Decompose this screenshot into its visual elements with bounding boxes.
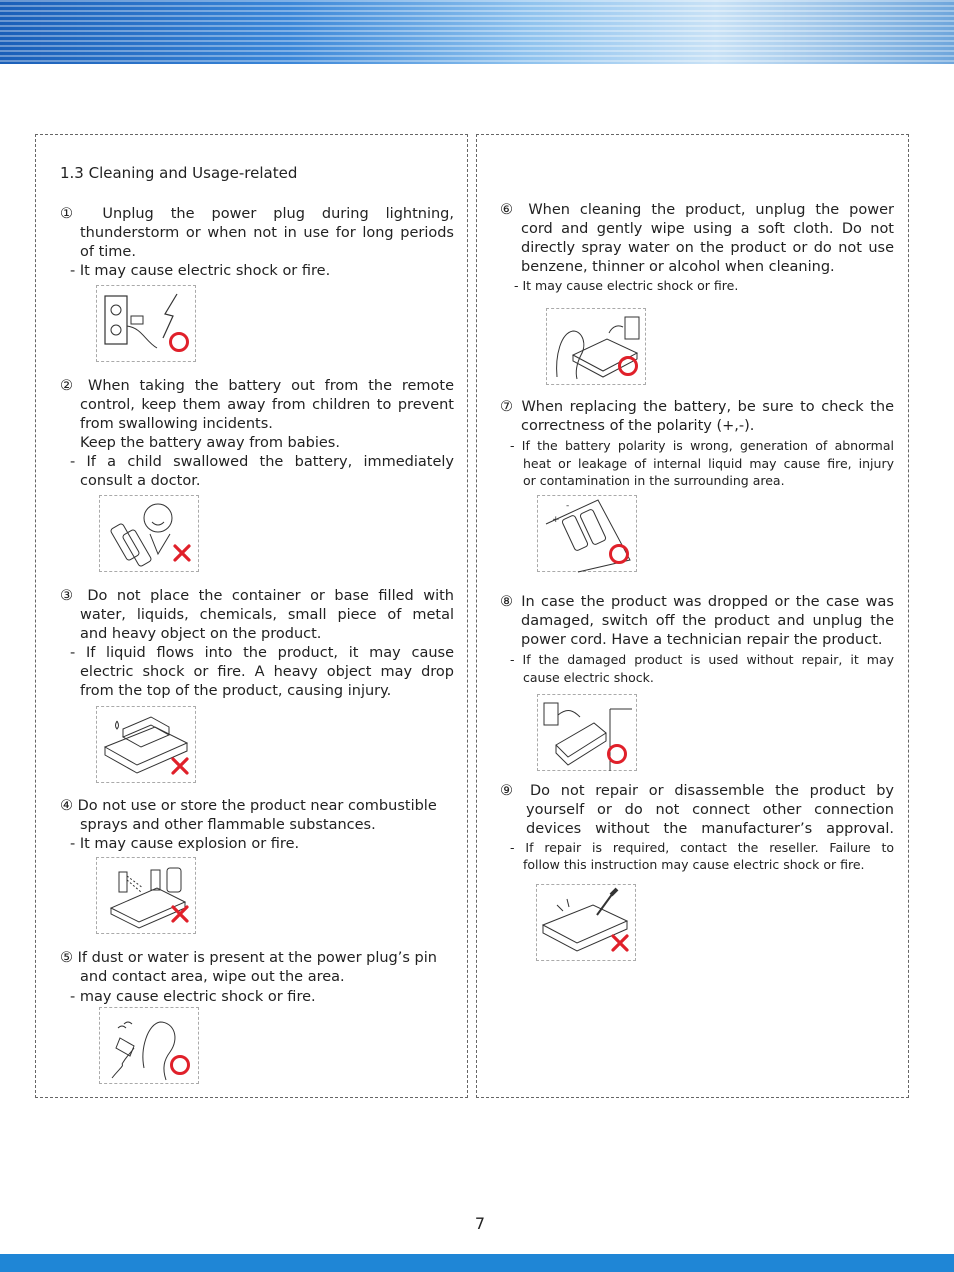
item-2-line-2: control, keep them away from children to prevent [80, 397, 454, 413]
item-3-line-2: water, liquids, chemicals, small piece of metal [80, 607, 454, 623]
item-7-line-1: ⑦ When replacing the battery, be sure to check the [500, 399, 894, 415]
item-3-note-2: electric shock or fire. A heavy object may drop [80, 664, 454, 680]
item-2-line-3: from swallowing incidents. [80, 416, 273, 432]
item-3-note-3: from the top of the product, causing injury. [80, 683, 392, 699]
item-2-line-1: ② When taking the battery out from the remote [60, 378, 454, 394]
ok-circle-icon [168, 331, 190, 353]
item-2-line-4: Keep the battery away from babies. [80, 435, 340, 451]
item-8-line-3: power cord. Have a technician repair the product. [521, 632, 883, 648]
ok-circle-icon [606, 743, 628, 765]
item-4-line-1: ④ Do not use or store the product near combustible [60, 798, 437, 814]
item-5-line-1: ⑤ If dust or water is present at the power plug’s pin [60, 950, 437, 966]
item-9-note-1: - If repair is required, contact the reseller. Failure to [510, 840, 894, 855]
item-1-line-3: of time. [80, 244, 136, 260]
footer-bar [0, 1254, 954, 1272]
item-6-line-3: directly spray water on the product or do not use [521, 240, 894, 256]
item-9-line-3: devices without the manufacturer’s approval. [526, 821, 894, 837]
prohibit-x-icon [610, 933, 630, 953]
item-3-line-3: and heavy object on the product. [80, 626, 322, 642]
item-4-line-2: sprays and other flammable substances. [80, 817, 376, 833]
item-1-line-2: thunderstorm or when not in use for long periods [80, 225, 454, 241]
item-9-line-1: ⑨ Do not repair or disassemble the product by [500, 783, 894, 799]
item-8-note-1: - If the damaged product is used without repair, it may [510, 652, 894, 667]
svg-text:+: + [552, 515, 560, 525]
item-3-note-1: - If liquid flows into the product, it may cause [70, 645, 454, 661]
item-6-line-4: benzene, thinner or alcohol when cleaning. [521, 259, 835, 275]
item-8-line-2: damaged, switch off the product and unplug the [521, 613, 894, 629]
item-7-line-2: correctness of the polarity (+,-). [521, 418, 755, 434]
item-3-line-1: ③ Do not place the container or base filled with [60, 588, 454, 604]
item-6-line-1: ⑥ When cleaning the product, unplug the power [500, 202, 894, 218]
item-7-note-1: - If the battery polarity is wrong, generation of abnormal [510, 438, 894, 453]
ok-circle-icon [169, 1054, 191, 1076]
section-title: 1.3 Cleaning and Usage-related [60, 164, 298, 182]
item-2-note-1: - If a child swallowed the battery, immediately [70, 454, 454, 470]
item-1-line-1: ① Unplug the power plug during lightning, [60, 206, 454, 222]
item-7-note-2: heat or leakage of internal liquid may cause fire, injury [523, 456, 894, 471]
prohibit-x-icon [170, 756, 190, 776]
svg-text:-: - [566, 501, 570, 511]
item-9-note-2: follow this instruction may cause electric shock or fire. [523, 857, 865, 872]
item-6-note: - It may cause electric shock or fire. [514, 278, 739, 293]
item-2-note-2: consult a doctor. [80, 473, 201, 489]
prohibit-x-icon [170, 904, 190, 924]
item-1-note: - It may cause electric shock or fire. [70, 263, 331, 279]
item-7-note-3: or contamination in the surrounding area. [523, 473, 785, 488]
prohibit-x-icon [172, 543, 192, 563]
header-banner [0, 0, 954, 64]
item-5-note: - may cause electric shock or fire. [70, 989, 316, 1005]
page-number: 7 [474, 1214, 486, 1233]
item-5-line-2: and contact area, wipe out the area. [80, 969, 345, 985]
item-8-line-1: ⑧ In case the product was dropped or the case was [500, 594, 894, 610]
item-6-line-2: cord and gently wipe using a soft cloth. Do not [521, 221, 894, 237]
ok-circle-icon [617, 355, 639, 377]
item-8-note-2: cause electric shock. [523, 670, 654, 685]
ok-circle-icon [608, 543, 630, 565]
item-4-note: - It may cause explosion or fire. [70, 836, 300, 852]
item-9-line-2: yourself or do not connect other connection [526, 802, 894, 818]
